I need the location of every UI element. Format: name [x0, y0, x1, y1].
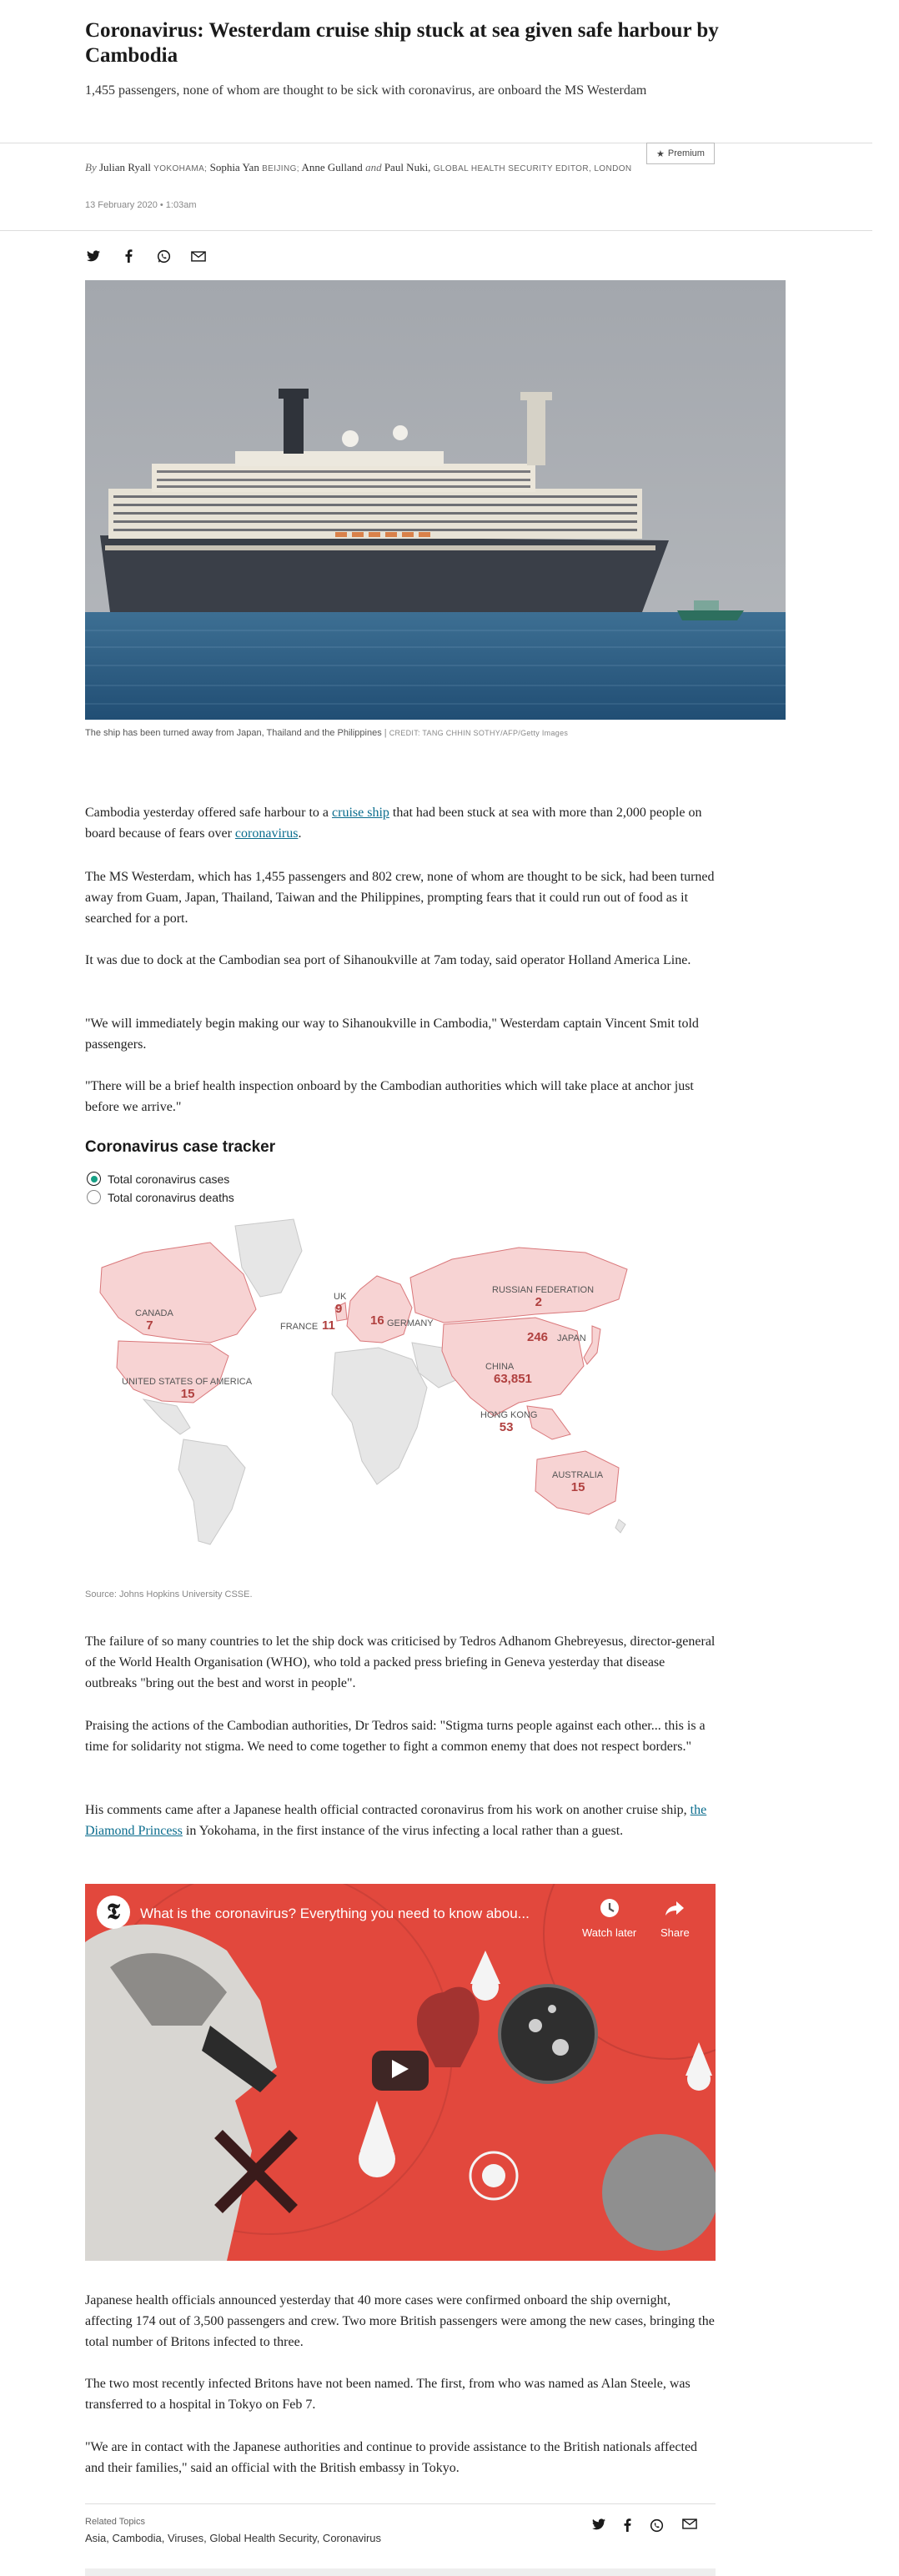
map-country-label: RUSSIAN FEDERATION: [492, 1285, 595, 1295]
map-case-value: 9: [335, 1302, 343, 1316]
radio-button[interactable]: [87, 1190, 101, 1204]
paragraph: Praising the actions of the Cambodian authorities, Dr Tedros said: "Stigma turns people against each other... this is a time for solidarity not stigma. We need to come together to fight a common enemy that does not respect borders.": [85, 1719, 706, 1754]
caption-text: The ship has been turned away from Japan, Thailand and the Philippines: [85, 728, 382, 738]
map-europe[interactable]: [347, 1276, 412, 1343]
byline: [85, 158, 644, 178]
map-case-value: 7: [146, 1318, 153, 1333]
divider: [85, 2503, 716, 2504]
map-usa[interactable]: [117, 1341, 229, 1403]
paragraph-text: in Yokohama, in the first instance of the virus infecting a local rather than a guest.: [182, 1824, 624, 1838]
email-icon[interactable]: [682, 2518, 697, 2537]
share-bar: [85, 248, 207, 264]
headline: Coronavirus: Westerdam cruise ship stuck at sea given safe harbour by Cambodia: [85, 19, 719, 67]
radio-button[interactable]: [87, 1172, 101, 1186]
premium-label: Premium: [667, 148, 705, 158]
facebook-icon[interactable]: [624, 2518, 631, 2537]
email-icon[interactable]: [190, 248, 207, 264]
paragraph-text: .: [298, 826, 302, 841]
case-tracker-map: [85, 1209, 635, 1559]
author-location: BEIJING;: [262, 164, 299, 173]
paragraph: [85, 1800, 719, 1841]
map-case-value: 2: [535, 1295, 542, 1309]
paragraph: The MS Westerdam, which has 1,455 passengers and 802 crew, none of whom are thought to be sick, had been turned away from Guam, Japan, Thailand, Taiwan and the Philippines, prompting fears that it could run out of food as it searched for a port.: [85, 870, 715, 926]
hero-image: [85, 280, 786, 720]
premium-star-icon: ★: [656, 148, 665, 159]
watch-later-label: Watch later: [582, 1926, 637, 1939]
twitter-icon[interactable]: [85, 248, 102, 264]
map-central-america: [143, 1399, 190, 1434]
divider: [0, 230, 872, 231]
play-icon: [392, 2060, 409, 2082]
image-caption: The ship has been turned away from Japan, Thailand and the Philippines | CREDIT: TANG CHHIN SOTHY/AFP/Getty Images: [85, 728, 569, 738]
diamond-princess-link[interactable]: the Diamond Princess: [85, 1803, 707, 1838]
author-link[interactable]: Anne Gulland: [301, 161, 363, 173]
map-country-label: JAPAN: [557, 1333, 586, 1343]
share-arrow-icon: [664, 1897, 686, 1921]
paragraph-text: Cambodia yesterday offered safe harbour to a: [85, 806, 333, 820]
map-country-label: CHINA: [485, 1362, 515, 1372]
map-country-label: UK: [334, 1292, 347, 1302]
video-title[interactable]: What is the coronavirus? Everything you need to know abou...: [140, 1906, 530, 1921]
cruise-ship-illustration: [85, 280, 786, 720]
map-country-label: UNITED STATES OF AMERICA: [122, 1377, 253, 1387]
whatsapp-icon[interactable]: [155, 248, 172, 264]
paragraph-text: His comments came after a Japanese health official contracted coronavirus from his work on another cruise ship,: [85, 1803, 691, 1817]
bottom-bar: [85, 2568, 716, 2576]
premium-badge: [646, 143, 715, 164]
paragraph: "There will be a brief health inspection onboard by the Cambodian authorities which will take place at anchor just before we arrive.": [85, 1079, 694, 1114]
map-country-label: AUSTRALIA: [552, 1470, 604, 1480]
publish-date: 13 February 2020 • 1:03am: [85, 200, 197, 210]
map-country-label: GERMANY: [387, 1318, 434, 1328]
author-location: YOKOHAMA;: [153, 164, 208, 173]
map-country-label: FRANCE: [280, 1322, 319, 1332]
map-case-value: 15: [570, 1480, 585, 1494]
author-link[interactable]: Julian Ryall: [98, 161, 151, 173]
twitter-icon[interactable]: [592, 2518, 605, 2537]
paragraph: Japanese health officials announced yesterday that 40 more cases were confirmed onboard the ship overnight, affecting 174 out of 3,500 passengers and crew. Two more British passengers were among the new cases, bringing the total number of Britons infected to three.: [85, 2293, 715, 2349]
map-case-value: 53: [499, 1420, 514, 1434]
video-player[interactable]: [85, 1884, 716, 2261]
map-south-america: [178, 1439, 245, 1544]
map-africa: [332, 1348, 427, 1484]
map-canada[interactable]: [100, 1243, 256, 1343]
paragraph: It was due to dock at the Cambodian sea port of Sihanoukville at 7am today, said operator Holland America Line.: [85, 953, 691, 967]
related-topics-list[interactable]: Asia, Cambodia, Viruses, Global Health Security, Coronavirus: [85, 2532, 382, 2544]
standfirst: 1,455 passengers, none of whom are thought to be sick with coronavirus, are onboard the MS Westerdam: [85, 83, 647, 98]
map-case-value: 16: [370, 1313, 384, 1328]
facebook-icon[interactable]: [120, 248, 137, 264]
byline-by: By: [85, 161, 97, 173]
paragraph: [85, 802, 719, 844]
video-share-button[interactable]: [660, 1897, 690, 1939]
cruise-ship-link[interactable]: cruise ship: [332, 806, 389, 820]
paragraph: The failure of so many countries to let the ship dock was criticised by Tedros Adhanom Ghebreyesus, director-general of the World Health Organisation (WHO), who told a packed press briefing in Geneva yesterday that disease outbreaks "bring out the best and worst in people".: [85, 1634, 716, 1690]
share-bar-bottom: [592, 2518, 697, 2537]
clock-icon: [599, 1897, 620, 1921]
play-button[interactable]: [372, 2051, 429, 2091]
tracker-source: Source: Johns Hopkins University CSSE.: [85, 1589, 253, 1599]
author-role: GLOBAL HEALTH SECURITY EDITOR, LONDON: [433, 164, 632, 173]
watch-later-button[interactable]: [582, 1897, 636, 1939]
map-case-value: 246: [527, 1330, 549, 1344]
author-link[interactable]: Sophia Yan: [209, 161, 259, 173]
paragraph: "We are in contact with the Japanese authorities and continue to provide assistance to the British nationals affected and their families," said an official with the British embassy in Tokyo.: [85, 2440, 698, 2475]
radio-label: Total coronavirus deaths: [108, 1190, 234, 1204]
world-map: [85, 1209, 635, 1559]
paragraph-text: that had been stuck at sea with more than 2,000 people on board because of fears over: [85, 806, 702, 841]
paragraph: The two most recently infected Britons have not been named. The first, from who was named as Alan Steele, was transferred to a hospital in Tokyo on Feb 7.: [85, 2377, 691, 2412]
author-link[interactable]: Paul Nuki,: [384, 161, 431, 173]
radio-total-cases[interactable]: [87, 1172, 229, 1186]
coronavirus-link[interactable]: coronavirus: [234, 826, 299, 841]
tracker-title: Coronavirus case tracker: [85, 1138, 276, 1156]
image-credit: CREDIT: TANG CHHIN SOTHY/AFP/Getty Images: [389, 729, 569, 737]
map-case-value: 11: [322, 1318, 335, 1333]
related-topics-label: Related Topics: [85, 2517, 145, 2527]
telegraph-logo: 𝕿: [97, 1896, 130, 1929]
map-case-value: 15: [180, 1387, 195, 1401]
byline-and: and: [365, 161, 382, 173]
radio-total-deaths[interactable]: [87, 1190, 234, 1204]
share-label: Share: [660, 1926, 690, 1939]
map-case-value: 63,851: [494, 1372, 532, 1386]
map-new-zealand: [615, 1519, 625, 1533]
map-japan[interactable]: [584, 1326, 600, 1364]
paragraph: "We will immediately begin making our way to Sihanoukville in Cambodia," Westerdam captain Vincent Smit told passengers.: [85, 1017, 699, 1052]
whatsapp-icon[interactable]: [650, 2518, 664, 2537]
map-country-label: HONG KONG: [480, 1410, 538, 1420]
related-topics: [85, 2517, 381, 2544]
map-country-label: CANADA: [135, 1308, 173, 1318]
radio-label: Total coronavirus cases: [108, 1172, 230, 1186]
